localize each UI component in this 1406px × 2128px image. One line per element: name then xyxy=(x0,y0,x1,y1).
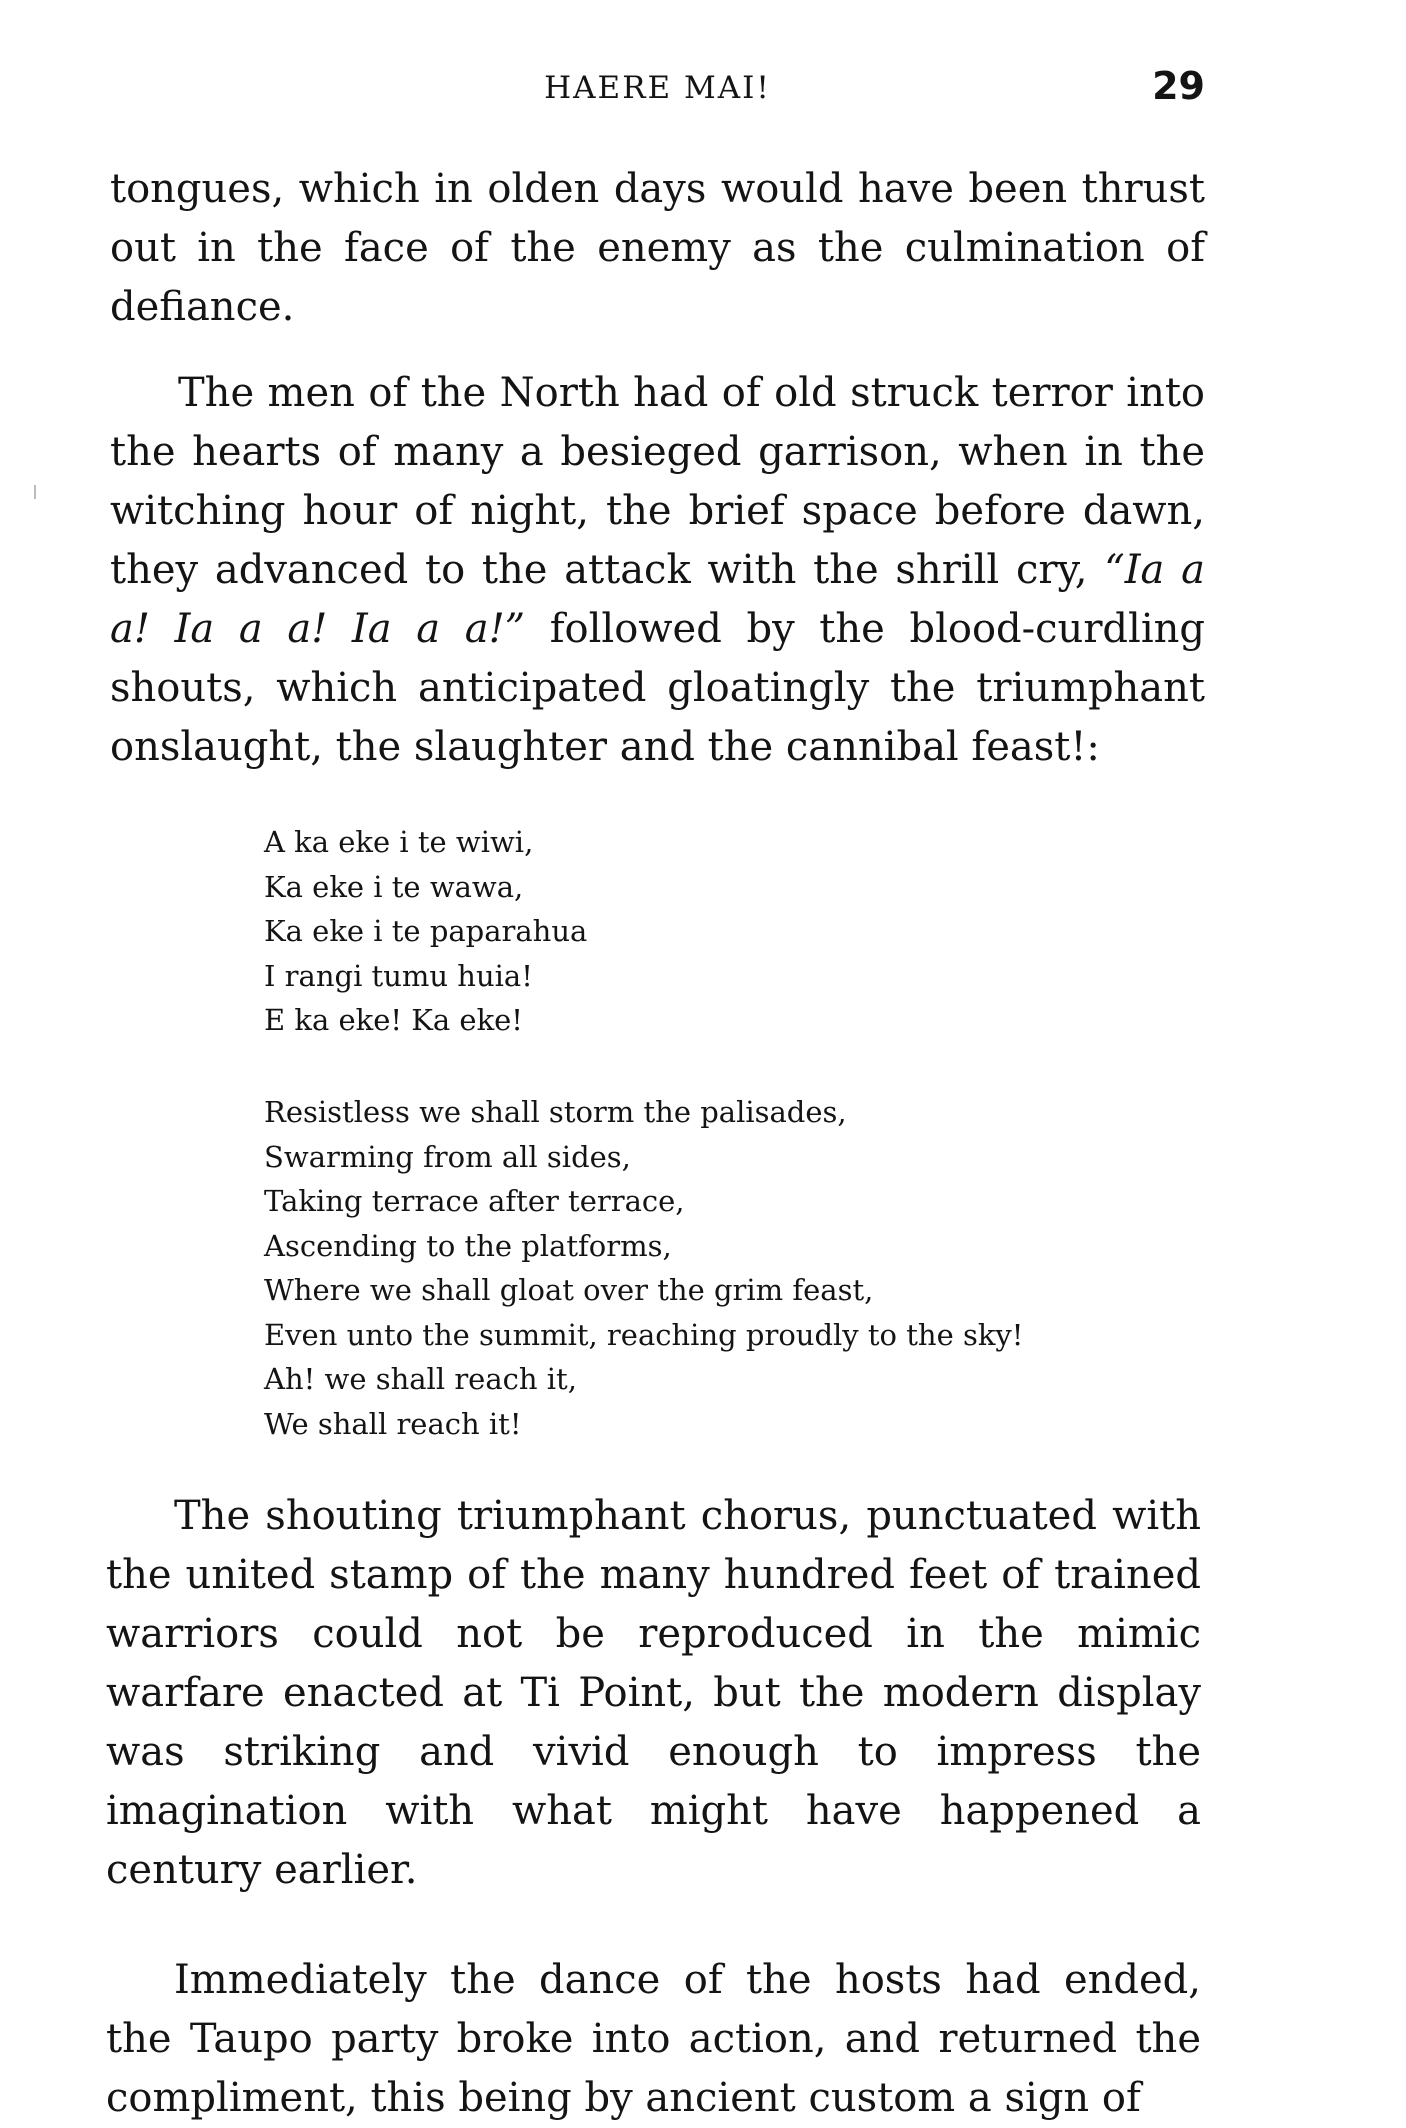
verse-line: Where we shall gloat over the grim feast, xyxy=(264,1273,874,1307)
verse-line: Swarming from all sides, xyxy=(264,1139,631,1174)
maori-verse xyxy=(264,820,587,1043)
verse-line: Ka eke i te wawa, xyxy=(264,869,524,904)
paragraph-men-of-the-north xyxy=(110,364,1205,777)
paragraph-text-before-chant: The men of the North had of old struck terror into the hearts of many a besieged garrison, when in the witching hour of night, the brief space before dawn, they advanced to the attack with the shrill cry, xyxy=(110,370,1205,593)
paragraph-taupo-party: Immediately the dance of the hosts had ended, the Taupo party broke into action, and returned the compliment, this being by ancient custom a sign of xyxy=(106,1957,1201,2121)
page-header xyxy=(110,64,1205,124)
verse-line: We shall reach it! xyxy=(264,1406,522,1441)
war-cry-chant: “Ia a a! Ia a a! Ia a a!” xyxy=(110,547,1205,652)
margin-mark xyxy=(34,485,36,499)
paragraph-text-after-chant: followed by the blood-curdling shouts, which anticipated gloatingly the triumphant onslaught, the slaughter and the cannibal feast!: xyxy=(110,606,1205,770)
verse-line: Ka eke i te paparahua xyxy=(264,914,588,948)
running-head: HAERE MAI! xyxy=(544,70,771,106)
verse-line: Ascending to the platforms, xyxy=(264,1228,672,1263)
verse-line: Ah! we shall reach it, xyxy=(264,1362,577,1396)
verse-line: A ka eke i te wiwi, xyxy=(264,825,534,859)
paragraph-continuation: tongues, which in olden days would have been thrust out in the face of the enemy as the culmination of defiance. xyxy=(110,166,1205,330)
english-verse xyxy=(264,1090,1023,1446)
verse-line: Even unto the summit, reaching proudly to the sky! xyxy=(264,1317,1024,1352)
paragraph-shouting-chorus: The shouting triumphant chorus, punctuated with the united stamp of the many hundred feet of trained warriors could not be reproduced in the mimic warfare enacted at Ti Point, but the modern display was striking and vivid enough to impress the imagination with what might have happened a century earlier. xyxy=(106,1493,1201,1893)
verse-line: Taking terrace after terrace, xyxy=(264,1184,685,1218)
page-number: 29 xyxy=(1152,64,1205,108)
verse-line: I rangi tumu huia! xyxy=(264,958,533,993)
verse-line: Resistless we shall storm the palisades, xyxy=(264,1095,847,1129)
verse-line: E ka eke! Ka eke! xyxy=(264,1003,523,1037)
